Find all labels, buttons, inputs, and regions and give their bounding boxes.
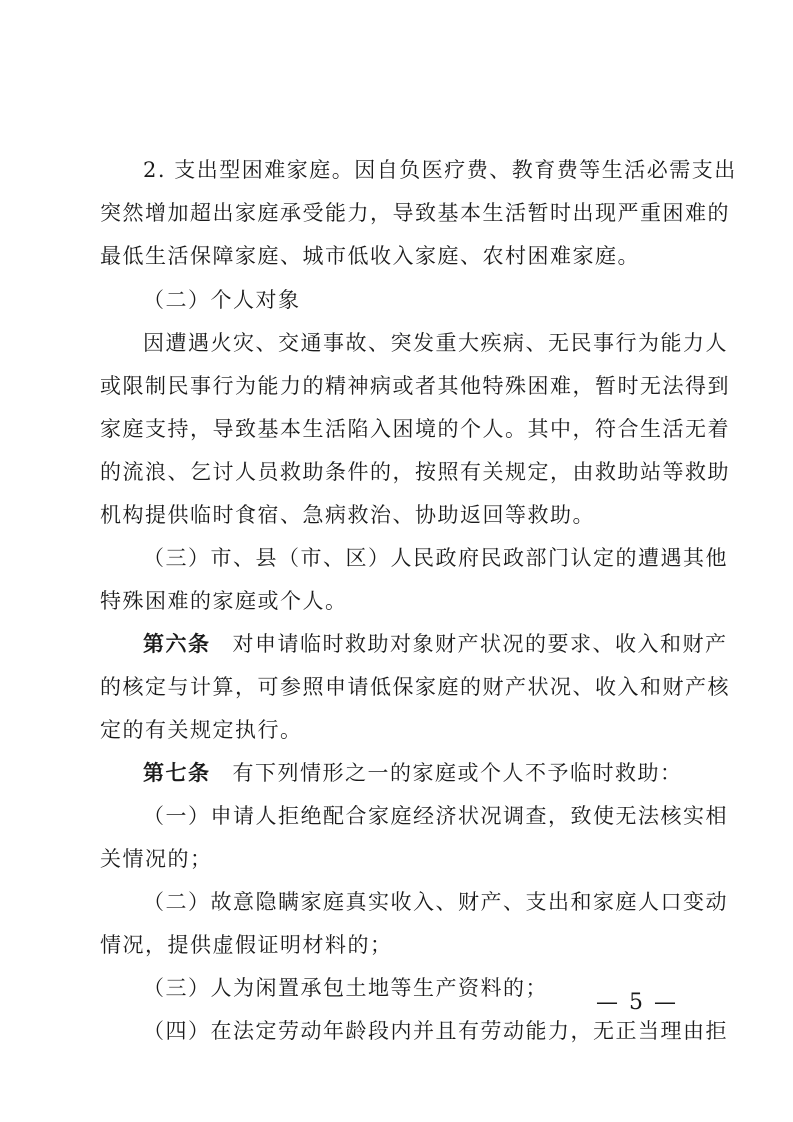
paragraph-line (143, 157, 737, 183)
paragraph-line (143, 330, 728, 356)
paragraph-line (143, 889, 728, 915)
article-heading: 第六条 (143, 632, 211, 656)
line-text: 家庭支持，导致基本生活陷入困境的个人。其中，符合生活无着 (100, 417, 730, 441)
line-text: 关情况的； (100, 847, 213, 871)
paragraph-line (100, 932, 393, 958)
article-heading: 第七条 (143, 761, 211, 785)
line-text: 机构提供临时食宿、急病救治、协助返回等救助。 (100, 503, 595, 527)
paragraph-line (100, 717, 303, 743)
page-number: — 5 — (596, 990, 678, 1015)
line-text: 最低生活保障家庭、城市低收入家庭、农村困难家庭。 (100, 244, 640, 268)
paragraph-line (143, 803, 728, 829)
line-text: （二）个人对象 (143, 288, 301, 312)
line-text: 的核定与计算，可参照申请低保家庭的财产状况、收入和财产核 (100, 675, 730, 699)
paragraph-line (100, 846, 213, 872)
line-text: 情况，提供虚假证明材料的； (100, 933, 393, 957)
line-text: （二）故意隐瞒家庭真实收入、财产、支出和家庭人口变动 (143, 890, 728, 914)
paragraph-line (100, 243, 640, 269)
paragraph-line (100, 200, 730, 226)
line-text: （三）市、县（市、区）人民政府民政部门认定的遭遇其他 (143, 546, 728, 570)
line-text: 2. 支出型困难家庭。因自负医疗费、教育费等生活必需支出 (143, 158, 737, 182)
line-text: 定的有关规定执行。 (100, 718, 303, 742)
paragraph-line (100, 588, 348, 614)
line-text: 有下列情形之一的家庭或个人不予临时救助： (232, 761, 683, 785)
line-text: 对申请临时救助对象财产状况的要求、收入和财产 (232, 632, 728, 656)
line-text: 特殊困难的家庭或个人。 (100, 589, 348, 613)
paragraph-line (143, 1018, 728, 1044)
paragraph-line (100, 416, 730, 442)
paragraph-line (100, 373, 730, 399)
line-text: （一）申请人拒绝配合家庭经济状况调查，致使无法核实相 (143, 804, 728, 828)
line-text: 因遭遇火灾、交通事故、突发重大疾病、无民事行为能力人 (143, 331, 728, 355)
section-heading (143, 287, 301, 313)
paragraph-line (100, 502, 595, 528)
paragraph-line (143, 975, 548, 1001)
article-line (143, 631, 728, 657)
paragraph-line (100, 459, 730, 485)
line-text: （四）在法定劳动年龄段内并且有劳动能力，无正当理由拒 (143, 1019, 728, 1043)
paragraph-line (100, 674, 730, 700)
article-line (143, 760, 683, 786)
line-text: 的流浪、乞讨人员救助条件的，按照有关规定，由救助站等救助 (100, 460, 730, 484)
paragraph-line (143, 545, 728, 571)
line-text: 突然增加超出家庭承受能力，导致基本生活暂时出现严重困难的 (100, 201, 730, 225)
line-text: 或限制民事行为能力的精神病或者其他特殊困难，暂时无法得到 (100, 374, 730, 398)
line-text: （三）人为闲置承包土地等生产资料的； (143, 976, 548, 1000)
